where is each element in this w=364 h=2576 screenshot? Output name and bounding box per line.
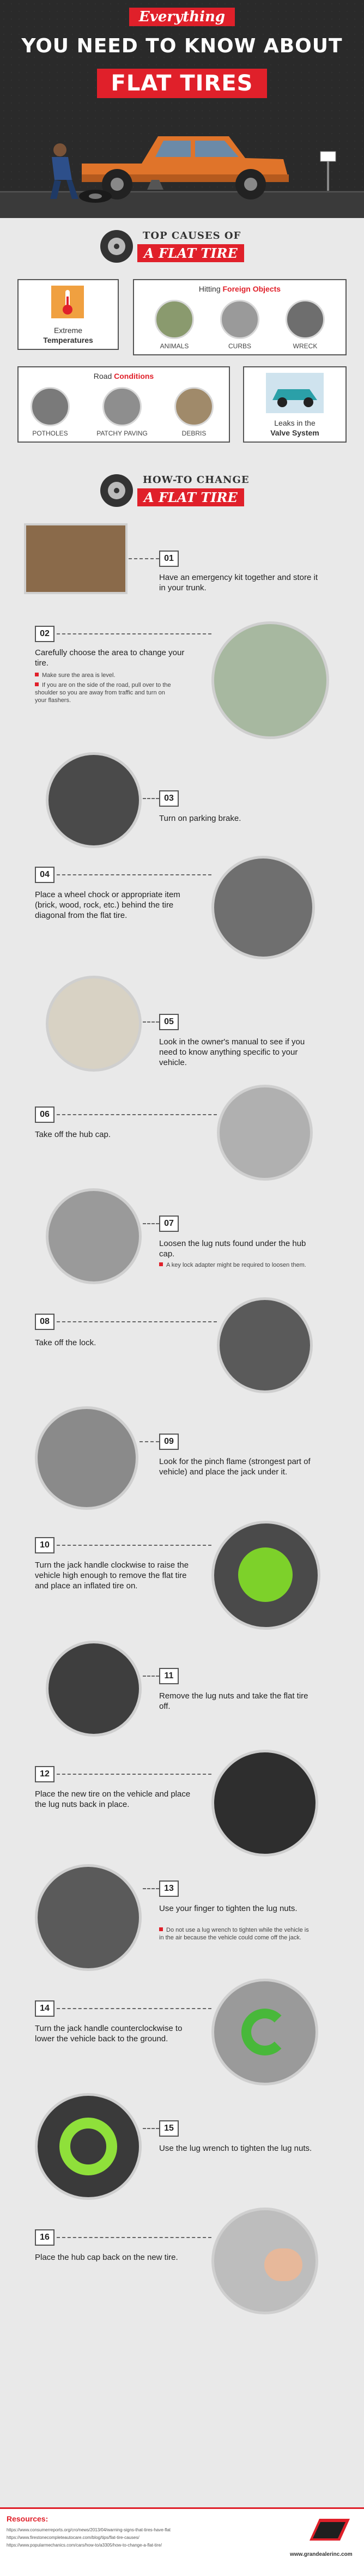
step-text: Look for the pinch flame (strongest part of vehicle) and place the jack under it.	[159, 1457, 311, 1477]
step-number: 04	[35, 867, 54, 883]
causes-heading-line2: A FLAT TIRE	[137, 244, 244, 262]
causes-heading	[0, 225, 364, 268]
step-number: 15	[159, 2120, 179, 2137]
howto-heading	[0, 469, 364, 512]
resource-link[interactable]: https://www.firestonecompleteautocare.com/blog/tips/flat-tire-causes/	[7, 2535, 139, 2540]
thermometer-icon	[51, 286, 84, 318]
step-number: 01	[159, 551, 179, 567]
step-number: 09	[159, 1434, 179, 1450]
step-15	[0, 2093, 364, 2202]
foreign-item-wreck: WRECK	[293, 342, 318, 350]
finger-tighten-photo	[35, 1864, 142, 1971]
step-04	[0, 856, 364, 965]
step-text: Loosen the lug nuts found under the hub cap.	[159, 1239, 306, 1259]
step-text: Take off the hub cap.	[35, 1130, 111, 1139]
step-text: Use the lug wrench to tighten the lug nuts.	[159, 2144, 312, 2153]
step-14	[0, 1979, 364, 2088]
step-number: 10	[35, 1537, 54, 1553]
roadside-photo	[211, 621, 329, 739]
hub-cap-photo	[217, 1085, 313, 1181]
cause-road-conditions	[17, 366, 230, 443]
wheel-chock-photo	[211, 856, 315, 959]
replace-hub-cap-photo	[211, 2208, 318, 2314]
step-10	[0, 1521, 364, 1635]
step-number: 05	[159, 1014, 179, 1030]
road-item-debris: DEBRIS	[181, 430, 207, 437]
step-number: 02	[35, 626, 54, 642]
tire-icon	[99, 473, 134, 508]
extreme-label-line1: Extreme	[53, 326, 83, 335]
step-number: 06	[35, 1106, 54, 1123]
step-text: Use your finger to tighten the lug nuts.	[159, 1904, 298, 1913]
hero-title-flat-tires: FLAT TIRES	[97, 69, 268, 98]
step-number: 07	[159, 1216, 179, 1232]
foreign-title-plain: Hitting	[198, 285, 223, 293]
remove-tire-photo	[46, 1641, 142, 1737]
step-bullet: If you are on the side of the road, pull over to the shoulder so you are away from traffic and turn on your flashers.	[35, 682, 171, 704]
parking-brake-photo	[46, 752, 142, 848]
step-number: 11	[159, 1668, 179, 1684]
road-title-plain: Road	[93, 372, 114, 380]
cause-extreme-temperatures	[17, 279, 119, 350]
curbs-photo	[220, 300, 259, 339]
footer	[0, 2507, 364, 2576]
step-number: 14	[35, 2000, 54, 2017]
hero-title-subtitle: YOU NEED TO KNOW ABOUT	[21, 35, 343, 57]
step-05	[0, 976, 364, 1079]
step-number: 13	[159, 1880, 179, 1897]
step-11	[0, 1641, 364, 1744]
valve-label-line1: Leaks in the	[274, 419, 316, 427]
resources-title: Resources:	[7, 2514, 48, 2523]
step-number: 16	[35, 2229, 54, 2246]
road-item-patchy-paving: PATCHY PAVING	[96, 430, 148, 437]
valve-label-line2: Valve System	[270, 428, 319, 437]
resource-link[interactable]: https://www.popularmechanics.com/cars/how-to/a3305/how-to-change-a-flat-tire/	[7, 2543, 162, 2548]
patchy-paving-photo	[102, 387, 142, 426]
howto-heading-line2: A FLAT TIRE	[137, 488, 244, 506]
car-icon	[266, 373, 324, 413]
step-bullet: Do not use a lug wrench to tighten while the vehicle is in the air because the vehicle could come off the jack.	[159, 1927, 309, 1941]
step-text: Place a wheel chock or appropriate item (brick, wood, rock, etc.) behind the tire diagonal from the flat tire.	[35, 890, 180, 920]
foreign-item-animals: ANIMALS	[160, 342, 189, 350]
wreck-photo	[286, 300, 325, 339]
step-bullet: A key lock adapter might be required to loosen them.	[159, 1261, 306, 1269]
extreme-label-line2: Temperatures	[43, 336, 93, 344]
foreign-title-red: Foreign Objects	[222, 285, 281, 293]
website-link[interactable]: www.grandealerinc.com	[290, 2551, 353, 2557]
step-text: Turn the jack handle clockwise to raise the vehicle high enough to remove the flat tire and place an inflated tire on.	[35, 1561, 189, 1591]
step-text: Turn on parking brake.	[159, 814, 241, 823]
tire-icon	[99, 229, 134, 264]
step-text: Turn the jack handle counterclockwise to lower the vehicle back to the ground.	[35, 2024, 183, 2043]
new-tire-photo	[211, 1750, 318, 1857]
debris-photo	[174, 387, 214, 426]
step-text: Place the new tire on the vehicle and place the lug nuts back in place.	[35, 1789, 191, 1809]
cause-foreign-objects	[133, 279, 347, 355]
howto-heading-line1: HOW-TO CHANGE	[143, 474, 250, 486]
foreign-item-curbs: CURBS	[228, 342, 251, 350]
step-text: Remove the lug nuts and take the flat tire off.	[159, 1691, 308, 1711]
remove-lock-photo	[217, 1297, 313, 1393]
step-text: Take off the lock.	[35, 1338, 96, 1347]
potholes-photo	[31, 387, 70, 426]
step-16	[0, 2208, 364, 2317]
animals-photo	[155, 300, 194, 339]
road-title-red: Conditions	[114, 372, 154, 380]
step-bullet: Make sure the area is level.	[35, 672, 177, 679]
emergency-kit-photo	[24, 523, 128, 594]
causes-heading-line1: TOP CAUSES OF	[143, 230, 241, 241]
step-13	[0, 1864, 364, 1973]
lug-wrench-photo	[35, 2093, 142, 2200]
step-09	[0, 1406, 364, 1515]
resource-link[interactable]: https://www.consumerreports.org/cro/news/2013/04/warning-signs-that-tires-have-flat	[7, 2527, 171, 2532]
owners-manual-photo	[46, 976, 142, 1072]
step-12	[0, 1750, 364, 1859]
step-number: 12	[35, 1766, 54, 1782]
cause-valve-leaks	[243, 366, 347, 443]
raise-vehicle-photo	[211, 1521, 320, 1630]
step-03	[0, 752, 364, 850]
hero-banner	[0, 0, 364, 218]
step-01	[0, 518, 364, 627]
step-text: Look in the owner's manual to see if you need to know anything specific to your vehicle.	[159, 1037, 305, 1067]
step-text: Carefully choose the area to change your tire.	[35, 648, 185, 668]
step-06	[0, 1085, 364, 1188]
lower-vehicle-photo	[211, 1979, 318, 2085]
step-07	[0, 1188, 364, 1292]
truck-illustration	[0, 98, 364, 218]
road-item-potholes: POTHOLES	[32, 430, 68, 437]
jack-photo	[35, 1406, 138, 1510]
dealer-logo	[305, 2514, 354, 2547]
lug-nuts-photo	[46, 1188, 142, 1284]
hero-title-everything: Everything	[129, 8, 235, 26]
step-02	[0, 621, 364, 741]
step-08	[0, 1297, 364, 1401]
step-number: 08	[35, 1314, 54, 1330]
step-text: Have an emergency kit together and store it in your trunk.	[159, 573, 318, 592]
step-number: 03	[159, 790, 179, 807]
step-text: Place the hub cap back on the new tire.	[35, 2253, 178, 2262]
